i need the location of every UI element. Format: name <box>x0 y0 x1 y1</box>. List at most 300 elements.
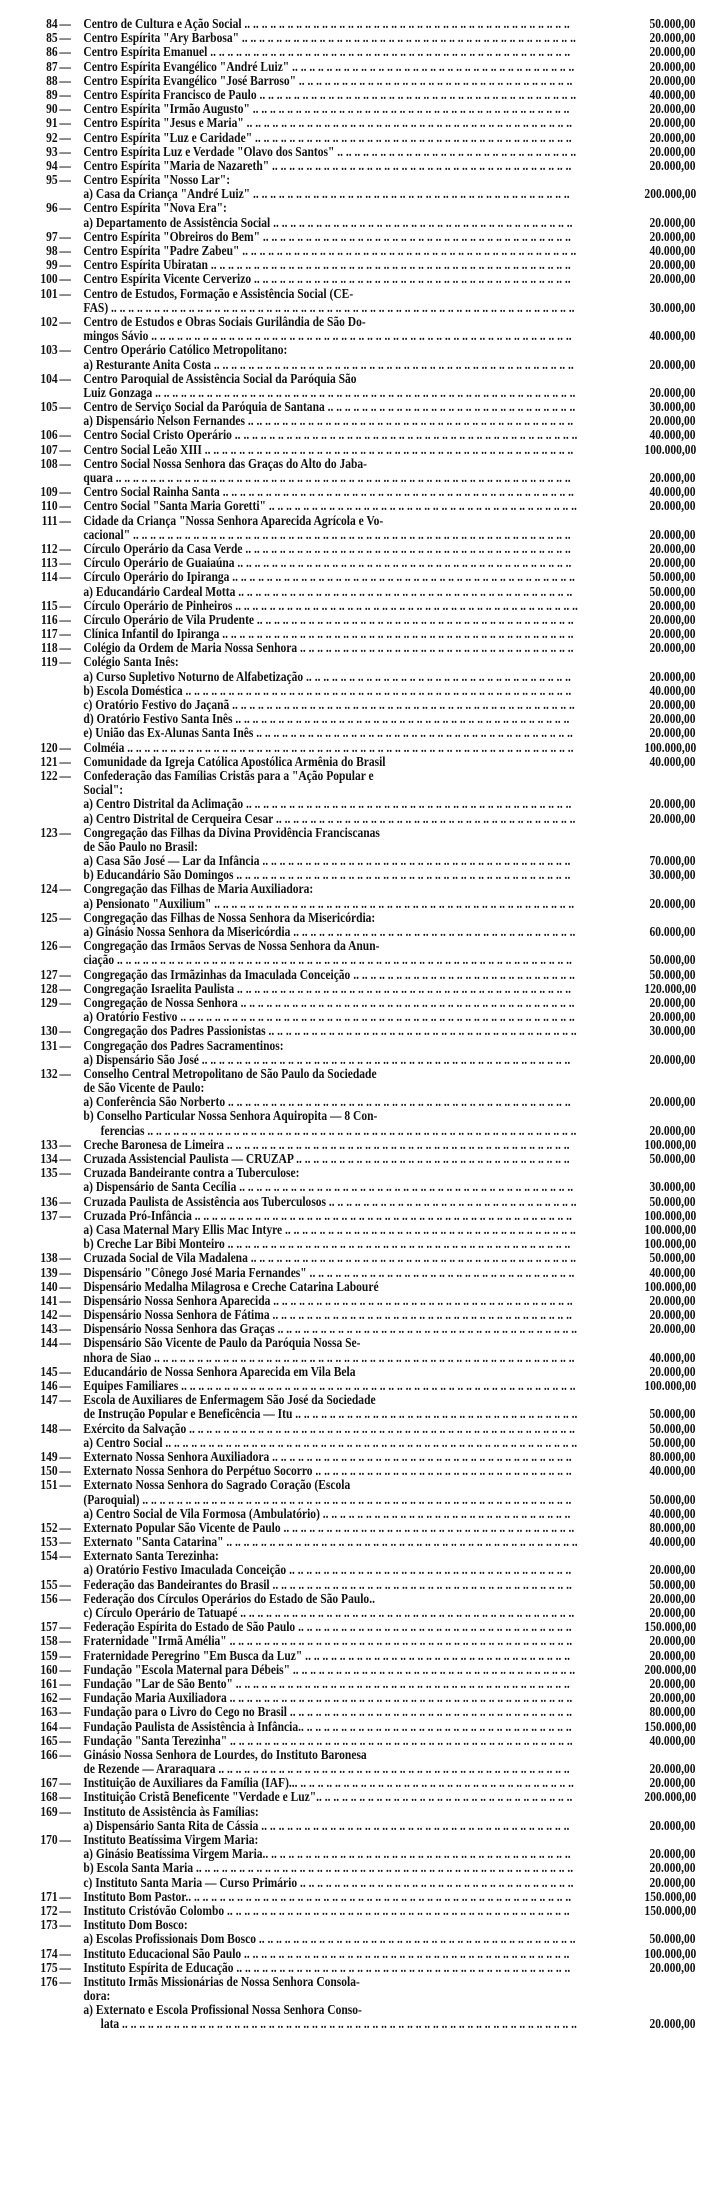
list-item <box>0 1521 712 1535</box>
list-item-detail <box>0 528 712 542</box>
entry-text-line <box>0 1989 697 2003</box>
entry-name: Exército da Salvação .. .. .. .. .. .. .. .. .. .. .. .. .. .. .. .. .. .. .. .. .. .. .. .. .. .. .. .. .. .. .. .. .. .. .. .. .. .. .. .. .. .. .. .. .. <box>83 1420 575 1436</box>
dash-separator: — <box>59 626 71 642</box>
entry-name: Fraternidade "Irmã Amélia" .. .. .. .. .. .. .. .. .. .. .. .. .. .. .. .. .. .. .. .. .. .. .. .. .. .. .. .. .. .. .. .. .. .. .. .. .. .. .. .. <box>83 1633 573 1649</box>
list-item <box>0 1535 712 1549</box>
list-item-detail <box>0 854 712 868</box>
entry-number: 135 <box>40 1165 58 1181</box>
list-item <box>0 1039 712 1053</box>
entry-name: Congregação das Filhas da Divina Providência Franciscanas <box>83 824 380 840</box>
list-item <box>0 1691 712 1705</box>
entry-name: Federação das Bandeirantes do Brasil .. .. .. .. .. .. .. .. .. .. .. .. .. .. .. .. .. .. .. .. .. .. .. .. .. .. .. .. .. .. .. .. .. .. .. <box>83 1576 572 1592</box>
entry-name: a) Dispensário de Santa Cecília .. .. .. .. .. .. .. .. .. .. .. .. .. .. .. .. .. .. .. .. .. .. .. .. .. .. .. .. .. .. .. .. .. .. .. .. .. .. .. <box>83 1179 574 1195</box>
list-item <box>0 1379 712 1393</box>
list-item <box>0 173 712 187</box>
entry-name: Centro Espírita "Irmão Augusto" .. .. .. .. .. .. .. .. .. .. .. .. .. .. .. .. .. .. .. .. .. .. .. .. .. .. .. .. .. .. .. .. .. .. .. .. .. <box>83 101 570 117</box>
entry-name: lata .. .. .. .. .. .. .. .. .. .. .. .. .. .. .. .. .. .. .. .. .. .. .. .. .. .. .. .. .. .. .. .. .. .. .. .. .. .. .. .. .. .. .. .. .. .. .. .. .. .. .. .. .. <box>100 2016 577 2032</box>
list-item <box>0 1975 712 1989</box>
entry-number: 143 <box>40 1321 58 1337</box>
dash-separator: — <box>59 1945 71 1961</box>
list-item-detail <box>0 1819 712 1833</box>
list-item <box>0 1152 712 1166</box>
list-item <box>0 131 712 145</box>
entry-amount: 50.000,00 <box>649 966 696 982</box>
list-item <box>0 244 712 258</box>
dash-separator: — <box>59 512 71 528</box>
list-item-detail <box>0 1861 712 1875</box>
dash-separator: — <box>59 1463 71 1479</box>
entry-number: 85 <box>46 30 58 46</box>
entry-number: 176 <box>40 1973 58 1989</box>
entry-number: 153 <box>40 1534 58 1550</box>
entry-amount: 20.000,00 <box>649 30 696 46</box>
dash-separator: — <box>59 1151 71 1166</box>
dash-separator: — <box>59 1519 71 1535</box>
entry-number: 144 <box>40 1335 58 1351</box>
dash-separator: — <box>59 909 71 925</box>
entry-number: 114 <box>40 569 58 585</box>
list-item-detail <box>0 953 712 967</box>
entry-name: de São Paulo no Brasil: <box>83 838 198 854</box>
entry-amount: 20.000,00 <box>649 668 696 684</box>
entry-amount: 20.000,00 <box>649 1817 696 1833</box>
dash-separator: — <box>59 1661 71 1677</box>
list-item-detail <box>0 585 712 599</box>
dash-separator: — <box>59 1193 71 1209</box>
entry-amount: 40.000,00 <box>649 1732 696 1748</box>
entry-number: 175 <box>40 1959 58 1975</box>
entry-amount: 20.000,00 <box>649 1122 696 1138</box>
list-item <box>0 1138 712 1152</box>
entry-amount: 20.000,00 <box>649 1605 696 1620</box>
entry-name: Cruzada Paulista de Assistência aos Tuberculosos .. .. .. .. .. .. .. .. .. .. .. .. .. .. .. .. .. .. .. .. .. .. .. .. .. .. .. .. .. <box>83 1193 577 1209</box>
entry-number: 156 <box>40 1590 58 1606</box>
entry-amount: 40.000,00 <box>649 753 696 769</box>
entry-amount: 80.000,00 <box>649 1448 696 1464</box>
entry-amount: 20.000,00 <box>649 1874 696 1890</box>
entry-number: 101 <box>40 285 58 301</box>
entry-amount: 20.000,00 <box>649 611 696 627</box>
entry-amount: 20.000,00 <box>649 1647 696 1663</box>
entry-name: Fundação "Lar de São Bento" .. .. .. .. .. .. .. .. .. .. .. .. .. .. .. .. .. .. .. .. .. .. .. .. .. .. .. .. .. .. .. .. .. .. .. .. .. .. .. <box>83 1675 570 1691</box>
entry-number: 106 <box>40 427 58 443</box>
list-item <box>0 1294 712 1308</box>
entry-amount: 20.000,00 <box>649 626 696 642</box>
list-item <box>0 1067 712 1081</box>
dash-separator: — <box>59 1278 71 1294</box>
entry-amount: 30.000,00 <box>649 867 696 883</box>
entry-name: a) Casa da Criança "André Luiz" .. .. .. .. .. .. .. .. .. .. .. .. .. .. .. .. .. .. .. .. .. .. .. .. .. .. .. .. .. .. .. .. .. .. .. .. .. <box>83 186 570 202</box>
entry-name: Instituição de Auxiliares da Família (IAF)... .. .. .. .. .. .. .. .. .. .. .. .. .. .. .. .. .. .. .. .. .. .. .. .. .. .. .. .. .. .. .. .. <box>83 1775 574 1791</box>
dash-separator: — <box>59 44 71 60</box>
entry-name: a) Educandário Cardeal Motta .. .. .. .. .. .. .. .. .. .. .. .. .. .. .. .. .. .. .. .. .. .. .. .. .. .. .. .. .. .. .. .. .. .. .. .. .. .. .. <box>83 583 573 599</box>
entry-name: Colméia .. .. .. .. .. .. .. .. .. .. .. .. .. .. .. .. .. .. .. .. .. .. .. .. .. .. .. .. .. .. .. .. .. .. .. .. .. .. .. .. .. .. .. .. .. .. .. .. .. .. .. .. <box>83 739 574 755</box>
entry-text-line <box>0 1478 697 1492</box>
list-item <box>0 982 712 996</box>
entry-number: 155 <box>40 1576 58 1592</box>
entry-name: Centro Paroquial de Assistência Social da Paróquia São <box>83 370 357 386</box>
entry-name: a) Conferência São Norberto .. .. .. .. .. .. .. .. .. .. .. .. .. .. .. .. .. .. .. .. .. .. .. .. .. .. .. .. .. .. .. .. .. .. .. .. .. .. .. .. <box>83 1094 571 1110</box>
entry-name: mingos Sávio .. .. .. .. .. .. .. .. .. .. .. .. .. .. .. .. .. .. .. .. .. .. .. .. .. .. .. .. .. .. .. .. .. .. .. .. .. .. .. .. .. .. .. .. .. .. .. .. .. <box>83 328 572 344</box>
entry-name: a) Departamento de Assistência Social .. .. .. .. .. .. .. .. .. .. .. .. .. .. .. .. .. .. .. .. .. .. .. .. .. .. .. .. .. .. .. .. .. .. .. <box>83 214 573 230</box>
entry-name: de São Vicente de Paulo: <box>83 1080 205 1096</box>
entry-name: Comunidade da Igreja Católica Apostólica Armênia do Brasil <box>83 753 386 769</box>
entry-number: 138 <box>40 1250 58 1266</box>
dash-separator: — <box>59 172 71 188</box>
dash-separator: — <box>59 938 71 954</box>
list-item <box>0 88 712 102</box>
entry-name: a) Dispensário São José .. .. .. .. .. .. .. .. .. .. .. .. .. .. .. .. .. .. .. .. .. .. .. .. .. .. .. .. .. .. .. .. .. .. .. .. .. .. .. .. .. .. .. <box>83 1051 571 1067</box>
subsidy-list <box>0 17 712 2032</box>
entry-text-line <box>0 1748 697 1762</box>
entry-name: Federação dos Círculos Operários do Estado de São Paulo.. <box>83 1590 375 1606</box>
list-item <box>0 485 712 499</box>
list-item-detail <box>0 670 712 684</box>
dash-separator: — <box>59 243 71 258</box>
entry-name: a) Centro Social .. .. .. .. .. .. .. .. .. .. .. .. .. .. .. .. .. .. .. .. .. .. .. .. .. .. .. .. .. .. .. .. .. .. .. .. .. .. .. .. .. .. .. .. .. .. .. .. <box>83 1434 578 1450</box>
list-item-detail <box>0 868 712 882</box>
dash-separator: — <box>59 1973 71 1989</box>
entry-number: 132 <box>40 1065 58 1081</box>
entry-name: Dispensário "Cônego José Maria Fernandes" .. .. .. .. .. .. .. .. .. .. .. .. .. .. .. .. .. .. .. .. .. .. .. .. .. .. .. .. .. .. .. <box>83 1264 575 1280</box>
entry-number: 154 <box>40 1548 58 1564</box>
entry-number: 147 <box>40 1392 58 1408</box>
list-item <box>0 1209 712 1223</box>
dash-separator: — <box>59 966 71 982</box>
entry-amount: 20.000,00 <box>649 540 696 556</box>
entry-number: 122 <box>40 767 58 783</box>
dash-separator: — <box>59 86 71 102</box>
entry-number: 110 <box>40 498 58 514</box>
dash-separator: — <box>59 1023 71 1039</box>
dash-separator: — <box>59 597 71 613</box>
entry-amount: 20.000,00 <box>649 1363 696 1379</box>
entry-name: Instituto de Assistência às Famílias: <box>83 1803 259 1819</box>
list-item <box>0 1734 712 1748</box>
entry-amount: 40.000,00 <box>649 1264 696 1280</box>
dash-separator: — <box>59 228 71 244</box>
entry-number: 118 <box>40 640 58 656</box>
entry-name: Cruzada Social de Vila Madalena .. .. .. .. .. .. .. .. .. .. .. .. .. .. .. .. .. .. .. .. .. .. .. .. .. .. .. .. .. .. .. .. .. .. .. .. .. .. <box>83 1250 577 1266</box>
entry-name: a) Curso Supletivo Noturno de Alfabetização .. .. .. .. .. .. .. .. .. .. .. .. .. .. .. .. .. .. .. .. .. .. .. .. .. .. .. .. .. .. .. <box>83 668 571 684</box>
entry-amount: 150.000,00 <box>644 1902 696 1918</box>
entry-name: a) Ginásio Beatíssima Virgem Maria.. .. .. .. .. .. .. .. .. .. .. .. .. .. .. .. .. .. .. .. .. .. .. .. .. .. .. .. .. .. .. .. .. .. .. .. <box>83 1846 571 1862</box>
entry-name: dora: <box>83 1988 111 2004</box>
dash-separator: — <box>59 1292 71 1308</box>
entry-name: Cruzada Bandeirante contra a Tuberculose: <box>83 1165 300 1181</box>
entry-number: 89 <box>46 86 58 102</box>
entry-name: b) Conselho Particular Nossa Senhora Aquiropita — 8 Con- <box>83 1108 378 1124</box>
entry-name: Centro Social Rainha Santa .. .. .. .. .. .. .. .. .. .. .. .. .. .. .. .. .. .. .. .. .. .. .. .. .. .. .. .. .. .. .. .. .. .. .. .. .. .. .. .. .. <box>83 484 574 500</box>
entry-amount: 30.000,00 <box>649 299 696 315</box>
entry-number: 170 <box>40 1832 58 1847</box>
entry-text-line <box>0 1975 697 1989</box>
entry-number: 151 <box>40 1477 58 1493</box>
entry-name: Fundação "Santa Terezinha" .. .. .. .. .. .. .. .. .. .. .. .. .. .. .. .. .. .. .. .. .. .. .. .. .. .. .. .. .. .. .. .. .. .. .. .. .. .. .. .. <box>83 1732 573 1748</box>
list-item <box>0 769 712 783</box>
dash-separator: — <box>59 1477 71 1493</box>
entry-name: Centro de Estudos e Obras Sociais Gurilândia de São Do- <box>83 313 366 329</box>
entry-amount: 20.000,00 <box>649 1959 696 1975</box>
list-item <box>0 258 712 272</box>
entry-name: Externato Nossa Senhora do Perpétuo Socorro .. .. .. .. .. .. .. .. .. .. .. .. .. .. .. .. .. .. .. .. .. .. .. .. .. .. .. .. .. .. <box>83 1463 572 1479</box>
entry-amount: 40.000,00 <box>649 484 696 500</box>
entry-amount: 120.000,00 <box>644 980 696 996</box>
entry-number: 104 <box>40 370 58 386</box>
entry-number: 134 <box>40 1151 58 1166</box>
dash-separator: — <box>59 555 71 571</box>
list-item <box>0 939 712 953</box>
entry-amount: 20.000,00 <box>649 1761 696 1777</box>
dash-separator: — <box>59 1803 71 1819</box>
entry-name: Centro Espírita "Padre Zabeu" .. .. .. .. .. .. .. .. .. .. .. .. .. .. .. .. .. .. .. .. .. .. .. .. .. .. .. .. .. .. .. .. .. .. .. .. .. .. .. <box>83 243 577 258</box>
dash-separator: — <box>59 1917 71 1933</box>
entry-number: 128 <box>40 980 58 996</box>
entry-text-line <box>0 1109 697 1123</box>
entry-name: a) Dispensário Santa Rita de Cássia .. .. .. .. .. .. .. .. .. .. .. .. .. .. .. .. .. .. .. .. .. .. .. .. .. .. .. .. .. .. .. .. .. .. .. .. <box>83 1817 570 1833</box>
entry-name: Instituto Dom Bosco: <box>83 1917 188 1933</box>
list-item <box>0 911 712 925</box>
dash-separator: — <box>59 1959 71 1975</box>
dash-separator: — <box>59 399 71 415</box>
entry-amount: 50.000,00 <box>649 1193 696 1209</box>
list-item <box>0 74 712 88</box>
entry-amount: 20.000,00 <box>649 58 696 74</box>
dash-separator: — <box>59 881 71 897</box>
entry-amount: 40.000,00 <box>649 1505 696 1521</box>
entry-number: 161 <box>40 1675 58 1691</box>
list-item <box>0 882 712 896</box>
entry-amount: 50.000,00 <box>649 1151 696 1166</box>
list-item <box>0 627 712 641</box>
dash-separator: — <box>59 455 71 471</box>
list-item <box>0 201 712 215</box>
list-item-detail <box>0 1180 712 1194</box>
entry-amount: 100.000,00 <box>644 1236 696 1252</box>
entry-amount: 50.000,00 <box>649 1931 696 1947</box>
dash-separator: — <box>59 1363 71 1379</box>
entry-amount: 60.000,00 <box>649 924 696 939</box>
entry-amount: 20.000,00 <box>649 1690 696 1706</box>
entry-amount: 50.000,00 <box>649 1576 696 1592</box>
list-item-detail <box>0 1053 712 1067</box>
list-item <box>0 1578 712 1592</box>
dash-separator: — <box>59 441 71 457</box>
entry-number: 121 <box>40 753 58 769</box>
entry-amount: 30.000,00 <box>649 1023 696 1039</box>
dash-separator: — <box>59 980 71 996</box>
entry-text-line <box>0 882 697 896</box>
entry-name: Círculo Operário de Guaiaúna .. .. .. .. .. .. .. .. .. .. .. .. .. .. .. .. .. .. .. .. .. .. .. .. .. .. .. .. .. .. .. .. .. .. .. .. .. .. .. <box>83 555 572 571</box>
dash-separator: — <box>59 654 71 670</box>
list-item <box>0 1904 712 1918</box>
entry-name: (Paroquial) .. .. .. .. .. .. .. .. .. .. .. .. .. .. .. .. .. .. .. .. .. .. .. .. .. .. .. .. .. .. .. .. .. .. .. .. .. .. .. .. .. .. .. .. .. .. .. .. .. .. <box>83 1491 572 1507</box>
dash-separator: — <box>59 1902 71 1918</box>
entry-amount: 20.000,00 <box>649 44 696 60</box>
entry-amount: 20.000,00 <box>649 1675 696 1691</box>
dash-separator: — <box>59 1065 71 1081</box>
dash-separator: — <box>59 1307 71 1323</box>
entry-name: Educandário de Nossa Senhora Aparecida em Vila Bela <box>83 1363 356 1379</box>
entry-number: 142 <box>40 1307 58 1323</box>
list-item <box>0 315 712 329</box>
entry-name: Dispensário São Vicente de Paulo da Paróquia Nossa Se- <box>83 1335 361 1351</box>
entry-name: Creche Baronesa de Limeira .. .. .. .. .. .. .. .. .. .. .. .. .. .. .. .. .. .. .. .. .. .. .. .. .. .. .. .. .. .. .. .. .. .. .. .. .. .. .. .. <box>83 1136 570 1152</box>
list-item <box>0 741 712 755</box>
dash-separator: — <box>59 1165 71 1181</box>
entry-amount: 20.000,00 <box>649 129 696 145</box>
entry-number: 123 <box>40 824 58 840</box>
entry-text-line <box>0 1166 697 1180</box>
dash-separator: — <box>59 143 71 159</box>
entry-amount: 40.000,00 <box>649 427 696 443</box>
list-item-detail <box>0 1876 712 1890</box>
dash-separator: — <box>59 1718 71 1734</box>
entry-number: 131 <box>40 1037 58 1053</box>
entry-name: Clínica Infantil do Ipiranga .. .. .. .. .. .. .. .. .. .. .. .. .. .. .. .. .. .. .. .. .. .. .. .. .. .. .. .. .. .. .. .. .. .. .. .. .. .. .. .. .. <box>83 626 574 642</box>
entry-amount: 40.000,00 <box>649 1463 696 1479</box>
list-item-detail <box>0 1407 712 1421</box>
dash-separator: — <box>59 370 71 386</box>
dash-separator: — <box>59 1136 71 1152</box>
list-item <box>0 372 712 386</box>
entry-number: 109 <box>40 484 58 500</box>
entry-name: Centro Social "Santa Maria Goretti" .. .. .. .. .. .. .. .. .. .. .. .. .. .. .. .. .. .. .. .. .. .. .. .. .. .. .. .. .. .. .. .. .. .. .. .. <box>83 498 577 514</box>
dash-separator: — <box>59 129 71 145</box>
list-item <box>0 287 712 301</box>
entry-name: Instituto Beatíssima Virgem Maria: <box>83 1832 259 1847</box>
entry-text-line <box>0 783 697 797</box>
entry-name: Centro de Estudos, Formação e Assistência Social (CE- <box>83 285 354 301</box>
entry-text-line <box>0 343 697 357</box>
entry-text-line <box>0 1833 697 1847</box>
entry-number: 91 <box>46 115 58 131</box>
entry-amount: 20.000,00 <box>649 697 696 712</box>
entry-name: e) União das Ex-Alunas Santa Inês .. .. .. .. .. .. .. .. .. .. .. .. .. .. .. .. .. .. .. .. .. .. .. .. .. .. .. .. .. .. .. .. .. .. .. .. .. <box>83 725 573 741</box>
entry-amount: 20.000,00 <box>649 711 696 727</box>
entry-number: 157 <box>40 1619 58 1635</box>
dash-separator: — <box>59 1207 71 1223</box>
entry-name: Dispensário Medalha Milagrosa e Creche Catarina Labouré <box>83 1278 379 1294</box>
list-item <box>0 1336 712 1350</box>
entry-name: Círculo Operário de Pinheiros .. .. .. .. .. .. .. .. .. .. .. .. .. .. .. .. .. .. .. .. .. .. .. .. .. .. .. .. .. .. .. .. .. .. .. .. .. .. .. .. <box>83 597 578 613</box>
entry-number: 136 <box>40 1193 58 1209</box>
entry-name: Congregação de Nossa Senhora .. .. .. .. .. .. .. .. .. .. .. .. .. .. .. .. .. .. .. .. .. .. .. .. .. .. .. .. .. .. .. .. .. .. .. .. .. .. .. <box>83 994 575 1010</box>
list-item <box>0 1890 712 1904</box>
entry-number: 127 <box>40 966 58 982</box>
list-item <box>0 1592 712 1606</box>
entry-amount: 50.000,00 <box>649 583 696 599</box>
entry-amount: 30.000,00 <box>649 399 696 415</box>
entry-name: Dispensário Nossa Senhora das Graças .. .. .. .. .. .. .. .. .. .. .. .. .. .. .. .. .. .. .. .. .. .. .. .. .. .. .. .. .. .. .. .. .. .. .. <box>83 1321 578 1337</box>
list-item <box>0 272 712 286</box>
entry-name: ciação .. .. .. .. .. .. .. .. .. .. .. .. .. .. .. .. .. .. .. .. .. .. .. .. .. .. .. .. .. .. .. .. .. .. .. .. .. .. .. .. .. .. .. .. .. .. .. .. .. .. .. .. .. <box>83 952 572 968</box>
entry-amount: 20.000,00 <box>649 1051 696 1067</box>
entry-number: 120 <box>40 739 58 755</box>
entry-text-line <box>0 1549 697 1563</box>
entry-name: a) Centro Social de Vila Formosa (Ambulatório) .. .. .. .. .. .. .. .. .. .. .. .. .. .. .. .. .. .. .. .. .. .. .. .. .. .. .. .. .. <box>83 1505 571 1521</box>
entry-name: a) Externato e Escola Profissional Nossa Senhora Conso- <box>83 2002 362 2018</box>
entry-text-line <box>0 287 697 301</box>
entry-amount: 20.000,00 <box>649 1307 696 1323</box>
dash-separator: — <box>59 739 71 755</box>
entry-amount: 80.000,00 <box>649 1519 696 1535</box>
list-item-detail <box>0 812 712 826</box>
list-item <box>0 1720 712 1734</box>
entry-name: c) Instituto Santa Maria — Curso Primário .. .. .. .. .. .. .. .. .. .. .. .. .. .. .. .. .. .. .. .. .. .. .. .. .. .. .. .. .. .. .. .. <box>83 1874 574 1890</box>
entry-name: Congregação dos Padres Sacramentinos: <box>83 1037 284 1053</box>
entry-amount: 20.000,00 <box>649 214 696 230</box>
list-item-detail <box>0 1237 712 1251</box>
entry-amount: 20.000,00 <box>649 470 696 485</box>
entry-text-line <box>0 1918 697 1932</box>
entry-amount: 20.000,00 <box>649 1633 696 1649</box>
dash-separator: — <box>59 1832 71 1847</box>
entry-number: 117 <box>40 626 58 642</box>
entry-name: Centro Espírita Francisco de Paulo .. .. .. .. .. .. .. .. .. .. .. .. .. .. .. .. .. .. .. .. .. .. .. .. .. .. .. .. .. .. .. .. .. .. .. .. .. <box>83 86 577 102</box>
entry-name: Centro Espírita Luz e Verdade "Olavo dos Santos" .. .. .. .. .. .. .. .. .. .. .. .. .. .. .. .. .. .. .. .. .. .. .. .. .. .. .. .. <box>83 143 577 159</box>
entry-name: de Instrução Popular e Beneficência — Itu .. .. .. .. .. .. .. .. .. .. .. .. .. .. .. .. .. .. .. .. .. .. .. .. .. .. .. .. .. .. .. .. .. <box>83 1406 578 1422</box>
entry-amount: 50.000,00 <box>649 569 696 585</box>
entry-name: Centro Operário Católico Metropolitano: <box>83 342 288 358</box>
entry-number: 173 <box>40 1917 58 1933</box>
list-item <box>0 1422 712 1436</box>
list-item <box>0 1677 712 1691</box>
list-item <box>0 613 712 627</box>
dash-separator: — <box>59 200 71 216</box>
list-item-detail <box>0 1124 712 1138</box>
entry-number: 87 <box>46 58 58 74</box>
entry-number: 169 <box>40 1803 58 1819</box>
entry-text-line <box>0 201 697 215</box>
entry-amount: 70.000,00 <box>649 853 696 869</box>
dash-separator: — <box>59 1775 71 1791</box>
entry-name: a) Oratório Festivo Imaculada Conceição .. .. .. .. .. .. .. .. .. .. .. .. .. .. .. .. .. .. .. .. .. .. .. .. .. .. .. .. .. .. .. .. .. <box>83 1562 572 1578</box>
list-item <box>0 996 712 1010</box>
entry-name: Dispensário Nossa Senhora Aparecida .. .. .. .. .. .. .. .. .. .. .. .. .. .. .. .. .. .. .. .. .. .. .. .. .. .. .. .. .. .. .. .. .. .. .. <box>83 1292 573 1308</box>
list-item <box>0 1166 712 1180</box>
list-item <box>0 1322 712 1336</box>
entry-number: 119 <box>40 654 58 670</box>
entry-amount: 80.000,00 <box>649 1704 696 1720</box>
list-item <box>0 443 712 457</box>
entry-amount: 150.000,00 <box>644 1619 696 1635</box>
entry-text-line <box>0 173 697 187</box>
entry-text-line <box>0 840 697 854</box>
entry-name: Cidade da Criança "Nossa Senhora Aparecida Agrícola e Vo- <box>83 512 384 528</box>
entry-number: 112 <box>40 540 58 556</box>
list-item <box>0 1280 712 1294</box>
entry-name: quara .. .. .. .. .. .. .. .. .. .. .. .. .. .. .. .. .. .. .. .. .. .. .. .. .. .. .. .. .. .. .. .. .. .. .. .. .. .. .. .. .. .. .. .. .. .. .. .. .. .. .. .. .. <box>83 470 571 485</box>
entry-amount: 20.000,00 <box>649 101 696 117</box>
list-item <box>0 1705 712 1719</box>
entry-name: a) Centro Distrital da Aclimação .. .. .. .. .. .. .. .. .. .. .. .. .. .. .. .. .. .. .. .. .. .. .. .. .. .. .. .. .. .. .. .. .. .. .. .. .. .. <box>83 796 572 812</box>
entry-amount: 20.000,00 <box>649 1846 696 1862</box>
entry-number: 171 <box>40 1888 58 1904</box>
list-item <box>0 400 712 414</box>
entry-amount: 150.000,00 <box>644 1718 696 1734</box>
dash-separator: — <box>59 1888 71 1904</box>
list-item-detail <box>0 2017 712 2031</box>
entry-name: b) Creche Lar Bibi Monteiro .. .. .. .. .. .. .. .. .. .. .. .. .. .. .. .. .. .. .. .. .. .. .. .. .. .. .. .. .. .. .. .. .. .. .. .. .. .. .. .. <box>83 1236 571 1252</box>
dash-separator: — <box>59 1619 71 1635</box>
dash-separator: — <box>59 257 71 273</box>
entry-text-line <box>0 514 697 528</box>
dash-separator: — <box>59 72 71 88</box>
dash-separator: — <box>59 1633 71 1649</box>
list-item <box>0 1748 712 1762</box>
list-item-detail <box>0 797 712 811</box>
